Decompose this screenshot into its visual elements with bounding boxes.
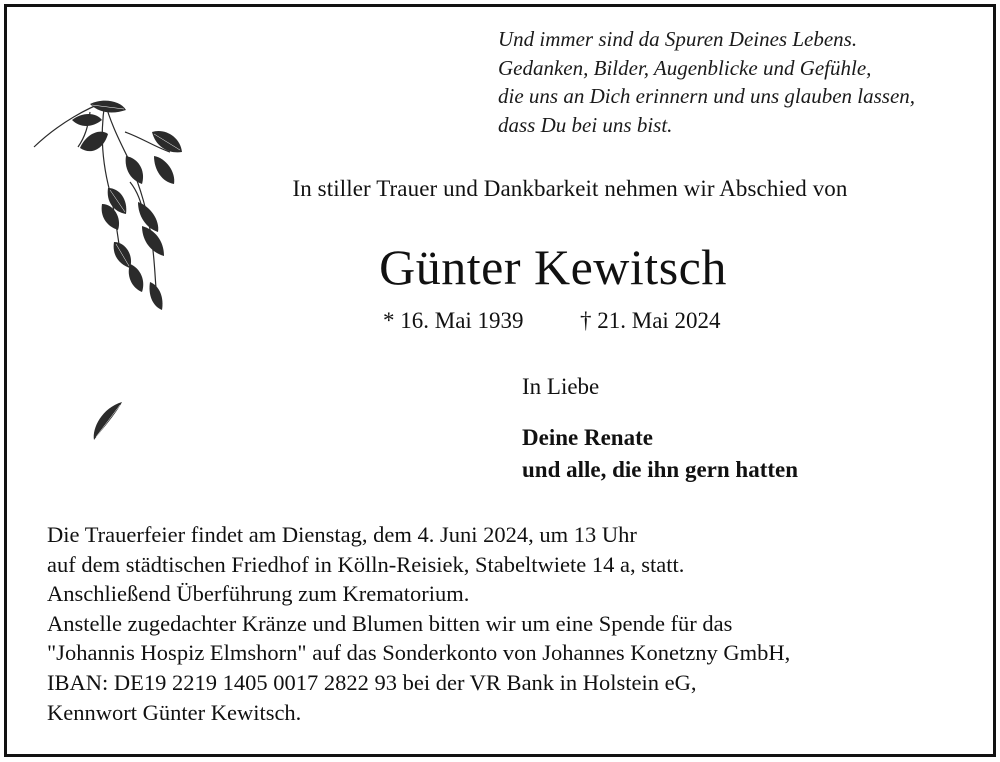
funeral-details <box>47 520 790 727</box>
funeral-detail-line: "Johannis Hospiz Elmshorn" auf das Sonderkonto von Johannes Konetzny GmbH, <box>47 640 791 666</box>
funeral-detail-line: auf dem städtischen Friedhof in Kölln-Reisiek, Stabeltwiete 14 a, statt. <box>47 551 685 577</box>
mourner-line: und alle, die ihn gern hatten <box>522 457 799 482</box>
mourner-line: Deine Renate <box>522 425 653 450</box>
poem-line: Und immer sind da Spuren Deines Lebens. <box>498 27 858 51</box>
poem-line: Gedanken, Bilder, Augenblicke und Gefühle, <box>498 55 872 80</box>
memorial-poem <box>498 25 915 139</box>
birth-date: * 16. Mai 1939 <box>383 308 524 333</box>
poem-line: dass Du bei uns bist. <box>498 112 673 137</box>
poem-line: die uns an Dich erinnern und uns glauben lassen, <box>498 84 916 108</box>
funeral-detail-line: Anstelle zugedachter Kränze und Blumen bitten wir um eine Spende für das <box>47 610 733 636</box>
funeral-detail-line: IBAN: DE19 2219 1405 0017 2822 93 bei der VR Bank in Holstein eG, <box>47 669 697 695</box>
farewell-intro: In stiller Trauer und Dankbarkeit nehmen wir Abschied von <box>292 176 848 201</box>
funeral-detail-line: Kennwort Günter Kewitsch. <box>47 699 302 725</box>
funeral-detail-line: Die Trauerfeier findet am Dienstag, dem 4. Juni 2024, um 13 Uhr <box>47 522 637 547</box>
mourners <box>522 422 798 486</box>
deceased-name: Günter Kewitsch <box>379 239 727 295</box>
funeral-detail-line: Anschließend Überführung zum Krematorium. <box>47 581 470 607</box>
closing-greeting: In Liebe <box>522 374 600 399</box>
death-date: † 21. Mai 2024 <box>580 308 721 333</box>
